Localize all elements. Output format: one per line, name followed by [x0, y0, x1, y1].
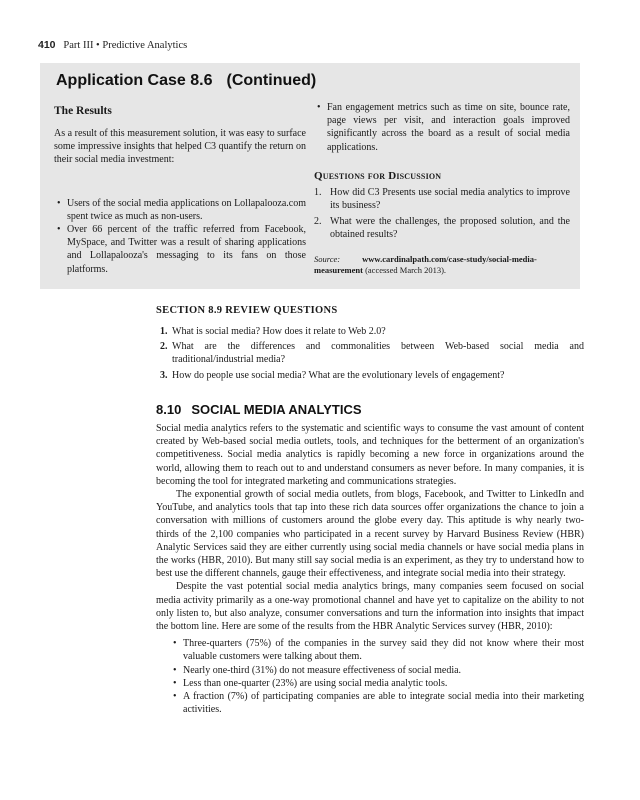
discussion-question: [314, 215, 570, 241]
question-number: 2.: [160, 341, 168, 353]
discussion-question: [314, 186, 570, 212]
case-title-suffix: (Continued): [226, 72, 317, 89]
body-paragraph: Social media analytics refers to the systematic and scientific ways to consume the vast amount of content created by Web-based social media outlets, tools, and techniques for the betterment of an organization's competitiveness. Social media analytics is rapidly becoming a new force in organizations around the world, allowing them to reach out to and understand consumers as never before. In many companies, it is becoming the tool for integrated marketing and communications strategies.: [156, 423, 584, 487]
discussion-questions: [314, 186, 570, 242]
question-text: How do people use social media? What are the evolutionary levels of engagement?: [172, 369, 505, 381]
list-item: • Less than one-quarter (23%) are using social media analytic tools.: [170, 677, 584, 690]
results-paragraph: As a result of this measurement solution, it was easy to surface some impressive insights that helped C3 quantify the return on their social media investment:: [54, 128, 306, 166]
question-text: How did C3 Presents use social media analytics to improve its business?: [330, 186, 570, 212]
list-item: • Three-quarters (75%) of the companies in the survey said they did not know where their most valuable customers were talking about them.: [170, 637, 584, 663]
question-number: 2.: [314, 216, 322, 228]
list-item: • Nearly one-third (31%) do not measure effectiveness of social media.: [170, 664, 584, 677]
review-questions: [156, 325, 584, 384]
discussion-heading: Questions for Discussion: [314, 169, 442, 182]
case-right-column: [314, 101, 570, 277]
body-paragraph: The exponential growth of social media outlets, from blogs, Facebook, and Twitter to LinkedIn and YouTube, and analytics tools that tap into these rich data sources offer organizations the chance to join a conversation with millions of customers around the globe every day. This aptitude is why nearly two-thirds of the 2,100 companies who participated in a recent survey by Harvard Business Review (HBR) Analytic Services said they are either currently using social media channels or have social media plans in the works (HBR, 2010). But many still say social media is an experiment, as they try to understand how to best use the different channels, gauge their effectiveness, and integrate social media into their strategy.: [156, 489, 584, 580]
question-number: 3.: [160, 369, 168, 381]
case-left-column: [54, 105, 306, 276]
review-question: [156, 369, 584, 382]
section-body: [156, 422, 584, 716]
question-number: 1.: [160, 326, 168, 337]
survey-results-list: [170, 637, 584, 716]
running-title: Part III • Predictive Analytics: [63, 40, 188, 51]
results-bullet-list: [54, 197, 306, 276]
case-title: [56, 72, 316, 90]
source-url[interactable]: www.cardinalpath.com/case-study/social-media-measurement: [314, 253, 537, 276]
question-text: What is social media? How does it relate to Web 2.0?: [172, 326, 386, 337]
results-heading: The Results: [54, 105, 112, 117]
question-text: What were the challenges, the proposed solution, and the obtained results?: [330, 216, 570, 241]
source-label: Source:: [314, 253, 341, 264]
section-heading: [156, 402, 584, 417]
list-item: • A fraction (7%) of participating companies are able to integrate social media into their marketing activities.: [170, 690, 584, 716]
list-item: • Fan engagement metrics such as time on site, bounce rate, page views per visit, and interaction goals improved significantly across the board as a result of social media applications.: [314, 101, 570, 154]
question-number: 1.: [314, 186, 322, 198]
body-paragraph: Despite the vast potential social media analytics brings, many companies seem focused on social media activity primarily as a one-way promotional channel and have yet to capitalize on the ability to not only listen to, but also analyze, consumer conversations and turn the information into insights that impact the bottom line. Here are some of the results from the HBR Analytic Services survey (HBR, 2010):: [156, 581, 584, 633]
page-number: 410: [38, 39, 56, 51]
source-citation: [314, 254, 570, 277]
review-questions-title: SECTION 8.9 REVIEW QUESTIONS: [156, 305, 338, 316]
running-header: [38, 39, 187, 51]
question-text: What are the differences and commonalities between Web-based social media and traditional/industrial media?: [172, 341, 584, 366]
list-item: • Over 66 percent of the traffic referred from Facebook, MySpace, and Twitter was a result of sharing applications and Lollapalooza's messaging to its fans on those platforms.: [54, 223, 306, 276]
case-title-main: Application Case 8.6: [56, 72, 213, 89]
metrics-bullet-list: [314, 101, 570, 154]
source-note: (accessed March 2013).: [365, 265, 447, 276]
review-question: [156, 340, 584, 366]
section-title: SOCIAL MEDIA ANALYTICS: [191, 402, 362, 417]
section-number: 8.10: [156, 402, 182, 417]
application-case-box: [40, 63, 580, 289]
list-item: • Users of the social media applications on Lollapalooza.com spent twice as much as non-users.: [54, 197, 306, 223]
review-question: [156, 325, 584, 338]
